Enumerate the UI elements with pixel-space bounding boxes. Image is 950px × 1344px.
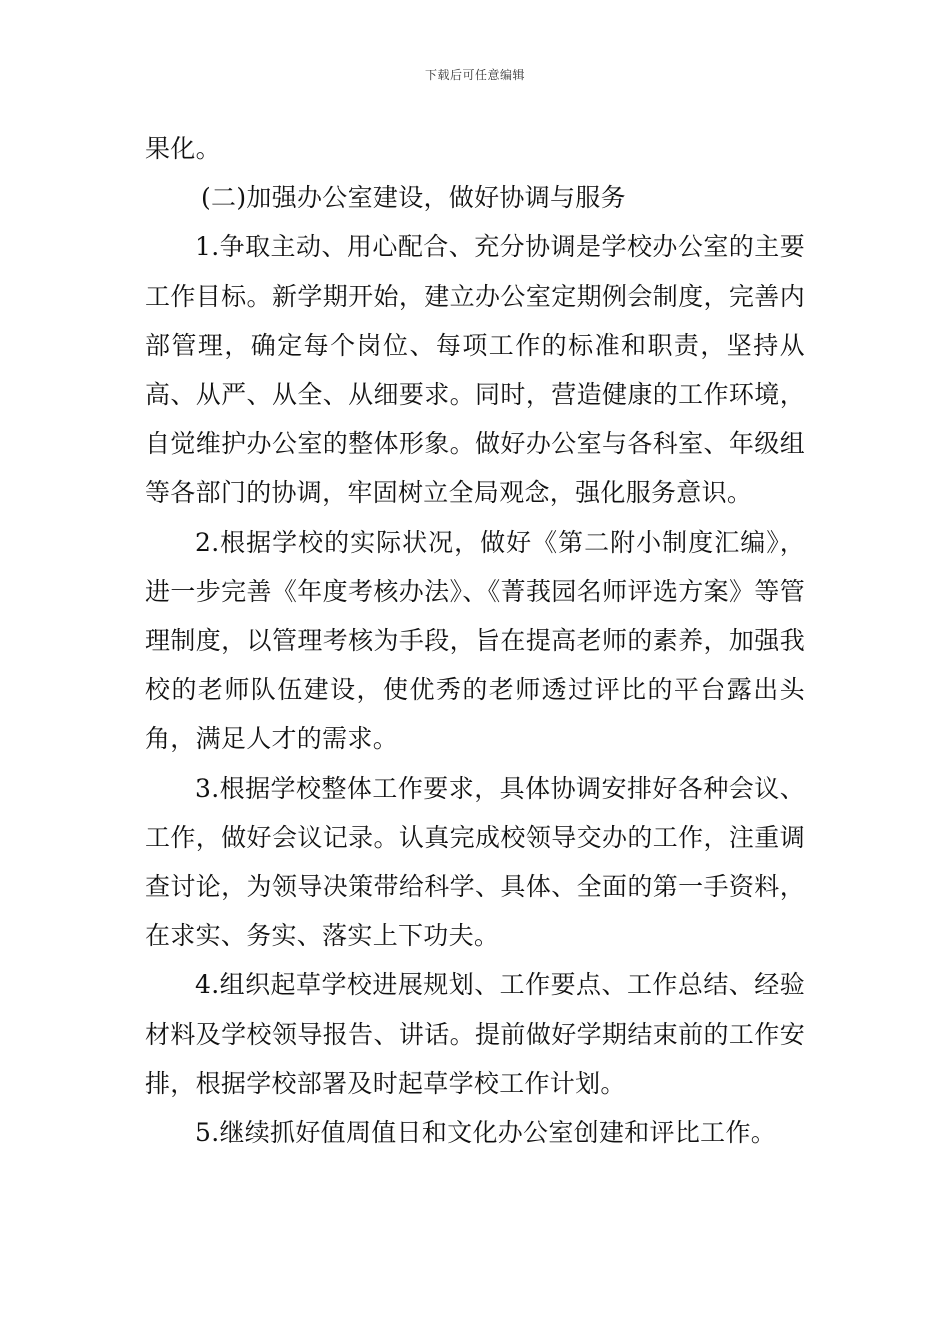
paragraph-item-2: 2.根据学校的实际状况，做好《第二附小制度汇编》，进一步完善《年度考核办法》、《菁莪园名师评选方案》等管理制度，以管理考核为手段，旨在提高老师的素养，加强我校的老师队伍建设，使优秀的老师透过评比的平台露出头角，满足人才的需求。 xyxy=(145,527,805,754)
paragraph-item-1: 1.争取主动、用心配合、充分协调是学校办公室的主要工作目标。新学期开始，建立办公室定期例会制度，完善内部管理，确定每个岗位、每项工作的标准和职责，坚持从高、从严、从全、从细要求。同时，营造健康的工作环境，自觉维护办公室的整体形象。做好办公室与各科室、年级组等各部门的协调，牢固树立全局观念，强化服务意识。 xyxy=(145,232,805,508)
section-heading: (二)加强办公室建设，做好协调与服务 xyxy=(201,183,626,213)
paragraph-item-4: 4.组织起草学校进展规划、工作要点、工作总结、经验材料及学校领导报告、讲话。提前做好学期结束前的工作安排，根据学校部署及时起草学校工作计划。 xyxy=(145,970,805,1098)
paragraph-item-3: 3.根据学校整体工作要求，具体协调安排好各种会议、工作，做好会议记录。认真完成校领导交办的工作，注重调查讨论，为领导决策带给科学、具体、全面的第一手资料，在求实、务实、落实上下功夫。 xyxy=(145,773,805,951)
lead-paragraph: 果化。 xyxy=(145,134,221,163)
paragraph-item-5: 5.继续抓好值周值日和文化办公室创建和评比工作。 xyxy=(195,1118,777,1148)
page-header-note: 下载后可任意编辑 xyxy=(424,68,525,82)
document-body xyxy=(145,124,805,1157)
